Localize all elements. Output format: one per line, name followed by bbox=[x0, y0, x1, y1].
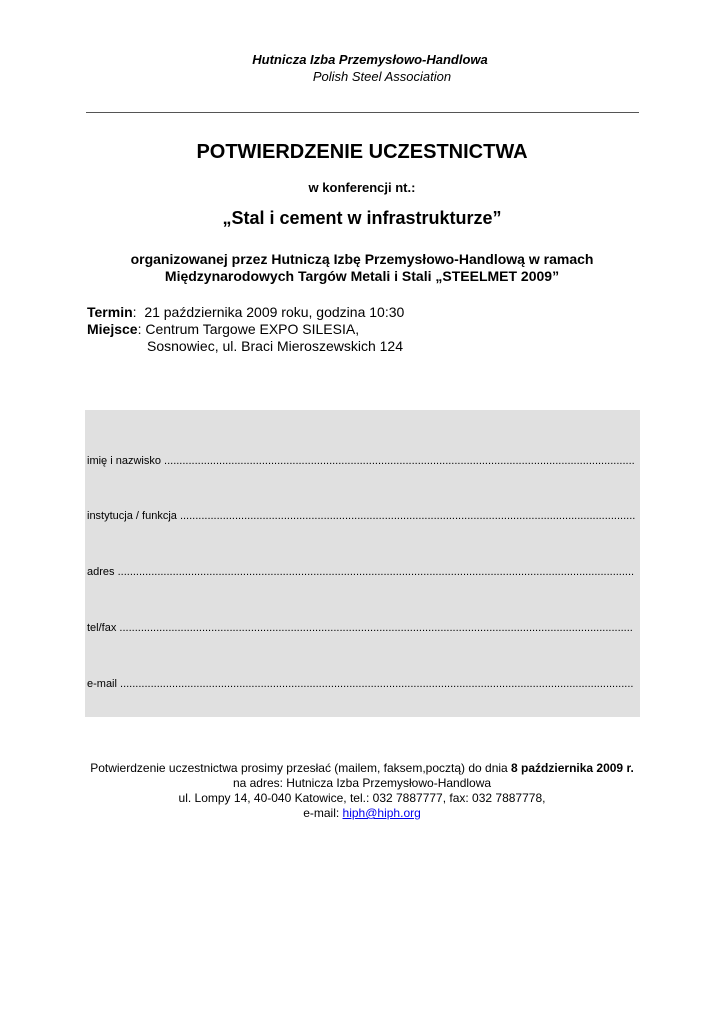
registration-form bbox=[85, 410, 640, 717]
field-label: imię i nazwisko bbox=[87, 455, 161, 467]
organizer-line-2: Międzynarodowych Targów Metali i Stali „STEELMET 2009” bbox=[164, 268, 560, 284]
field-label: adres bbox=[87, 566, 115, 578]
place-label: Miejsce bbox=[87, 321, 138, 337]
form-field-phone-fax[interactable] bbox=[87, 622, 638, 634]
footer-deadline-text: Potwierdzenie uczestnictwa prosimy przesłać (mailem, faksem,pocztą) do dnia bbox=[90, 761, 512, 775]
fill-line: ......................................................................................................................................................................... bbox=[117, 566, 635, 578]
fill-line: ........................................................................................................................................................................ bbox=[119, 622, 633, 634]
document-title: POTWIERDZENIE UCZESTNICTWA bbox=[196, 141, 528, 163]
fill-line: ........................................................................................................................................................................ bbox=[120, 678, 634, 690]
header-divider bbox=[86, 112, 639, 113]
organizer-line-1: organizowanej przez Hutniczą Izbę Przemysłowo-Handlową w ramach bbox=[130, 251, 594, 267]
footer-deadline bbox=[0, 761, 724, 775]
footer-deadline-date: 8 października 2009 r bbox=[511, 761, 631, 775]
footer-email-label: e-mail: bbox=[303, 806, 343, 820]
document-subtitle: w konferencji nt.: bbox=[308, 180, 416, 195]
term-value: 21 października 2009 roku, godzina 10:30 bbox=[144, 304, 405, 320]
footer-deadline-period: . bbox=[630, 761, 634, 775]
footer-address-line: na adres: Hutnicza Izba Przemysłowo-Handlowa bbox=[232, 776, 492, 790]
fill-line: .......................................................................................................................................................... bbox=[164, 455, 635, 467]
field-label: e-mail bbox=[87, 678, 117, 690]
term-label: Termin bbox=[87, 304, 133, 320]
form-field-institution[interactable] bbox=[87, 510, 638, 522]
place-value-line2: Sosnowiec, ul. Braci Mieroszewskich 124 bbox=[147, 338, 403, 354]
organization-name: Hutnicza Izba Przemysłowo-Handlowa bbox=[252, 52, 488, 67]
organization-name-english: Polish Steel Association bbox=[312, 69, 452, 84]
form-field-name[interactable] bbox=[87, 455, 638, 467]
place-value-line1: Centrum Targowe EXPO SILESIA, bbox=[145, 321, 360, 337]
form-field-email[interactable] bbox=[87, 678, 638, 690]
footer-email-line bbox=[0, 806, 724, 820]
footer-contact-line: ul. Lompy 14, 40-040 Katowice, tel.: 032 7887777, fax: 032 7887778, bbox=[178, 791, 546, 805]
form-field-address[interactable] bbox=[87, 566, 638, 578]
fill-line: ..................................................................................................................................................... bbox=[179, 510, 636, 522]
place-row: Miejsce: Centrum Targowe EXPO SILESIA, bbox=[87, 321, 360, 337]
field-label: tel/fax bbox=[87, 622, 117, 634]
email-link[interactable]: hiph@hiph.org bbox=[342, 806, 421, 820]
conference-title: „Stal i cement w infrastrukturze” bbox=[222, 208, 502, 228]
field-label: instytucja / funkcja bbox=[87, 510, 177, 522]
term-row: Termin: 21 października 2009 roku, godzina 10:30 bbox=[87, 304, 405, 320]
